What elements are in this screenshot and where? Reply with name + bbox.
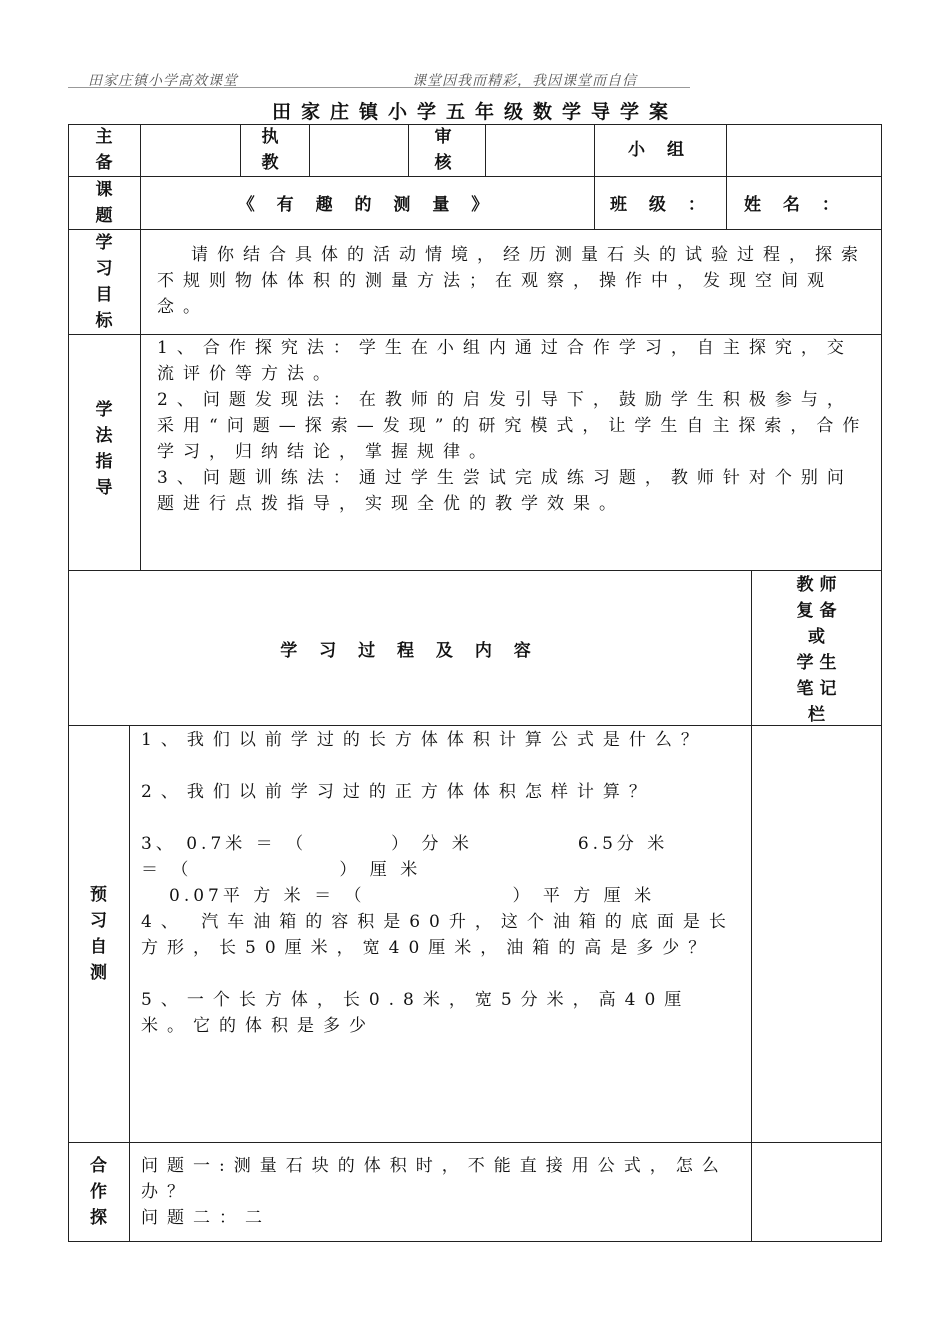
zhubei-value[interactable] [140,124,240,176]
preview-question: ＝ （ ） 厘 米 [141,860,422,880]
preview-content [141,727,739,1039]
xiaozu-label: 小 组 [628,140,692,160]
xiaozu-value[interactable] [726,124,882,176]
preview-question: 4、 汽车油箱的容积是60升，这个油箱的底面是长方形，长50厘米，宽40厘米，油箱的高是多少？ [141,912,735,958]
cooperate-label: 合 作 探 [90,1156,107,1228]
cooperate-question: 问题一:测量石块的体积时，不能直接用公式，怎么办？ [141,1156,728,1202]
header-rule [68,87,690,88]
notes-column-label: 教 师 复 备 或 学 生 笔 记 栏 [796,575,837,725]
row-rule [68,229,882,230]
zhijiao-label: 执 教 [261,127,279,173]
methods-list [157,335,869,517]
preview-question: 3、 0.7米 ＝ （ ） 分 米 6.5分 米 [141,834,669,854]
method-item: 3、问题训练法：通过学生尝试完成练习题，教师针对个别问题进行点拨指导，实现全优的教学效果。 [157,468,853,514]
zhijiao-value[interactable] [309,124,408,176]
methods-label: 学 法 指 导 [95,400,113,498]
class-label: 班 级 ： [610,195,713,215]
page-title: 田家庄镇小学五年级数学导学案 [271,101,678,123]
cooperate-content [141,1153,739,1231]
goals-label: 学 习 目 标 [95,233,113,331]
topic-label: 课 题 [95,180,113,226]
method-item: 1、合作探究法：学生在小组内通过合作学习，自主探究，交流评价等方法。 [157,338,853,384]
preview-question: 5、一个长方体，长0.8米，宽5分米，高40厘米。它的体积是多少 [141,990,691,1036]
col-rule [129,725,130,1242]
topic-title: 《 有 趣 的 测 量 》 [237,195,497,215]
preview-question: 1、我们以前学过的长方体体积计算公式是什么？ [141,730,707,750]
method-item: 2、问题发现法：在教师的启发引导下，鼓励学生积极参与，采用“问题—探索—发现”的研究模式，让学生自主探索，合作学习，归纳结论，掌握规律。 [157,390,869,462]
preview-question: 2、我们以前学习过的正方体体积怎样计算？ [141,782,655,802]
row-rule [68,1142,882,1143]
shenhe-label: 审 核 [434,127,452,173]
cooperate-question: 问题二：二 [141,1208,271,1228]
header-left: 田家庄镇小学高效课堂 [88,73,238,89]
preview-label: 预 习 自 测 [90,885,107,983]
header-right: 课堂因我而精彩，我因课堂而自信 [412,73,637,89]
preview-question: 0.07平 方 米 ＝ （ ） 平 方 厘 米 [169,886,656,906]
goals-text: 请你结合具体的活动情境，经历测量石头的试验过程，探索不规则物体体积的测量方法；在观察，操作中，发现空间观念。 [157,245,867,317]
zhubei-label: 主 备 [95,127,113,173]
name-label: 姓 名 ： [744,195,847,215]
row-rule [68,176,882,177]
process-heading: 学 习 过 程 及 内 容 [280,641,539,661]
shenhe-value[interactable] [485,124,594,176]
row-rule [68,570,882,571]
